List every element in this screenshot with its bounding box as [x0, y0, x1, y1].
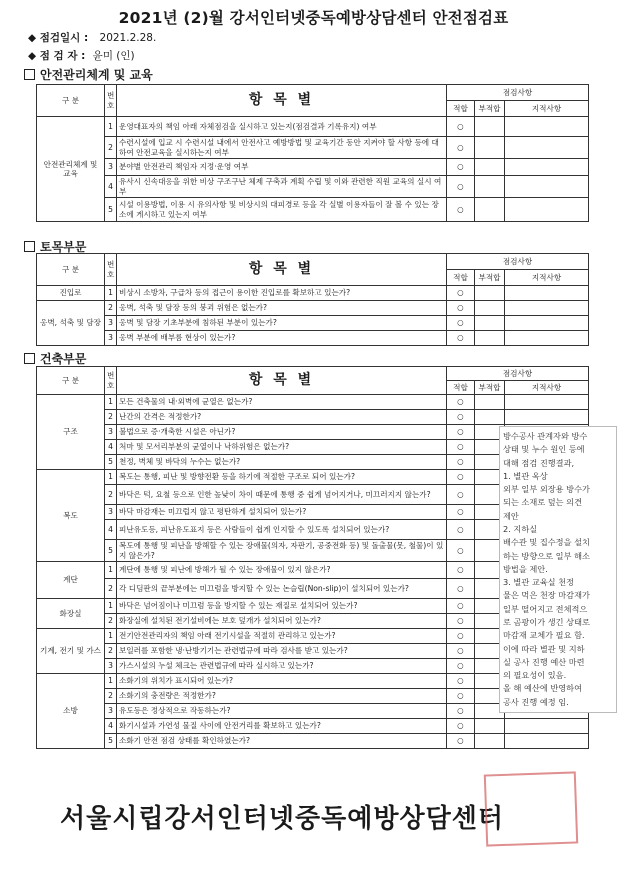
row-item-text: 피난유도등, 피난유도표지 등은 사람들이 쉽게 인지할 수 있도록 설치되어 있는가? [117, 520, 447, 540]
row-ok-mark: ○ [447, 505, 475, 520]
note-line: 의 필요성이 있음. [503, 670, 567, 681]
row-item-text: 소화기 안전 점검 상태를 확인하였는가? [117, 734, 447, 749]
row-ok-mark: ○ [447, 316, 475, 331]
row-number: 1 [105, 562, 117, 579]
row-ok-mark: ○ [447, 704, 475, 719]
row-item-text: 처마 및 모서리부분의 균열이나 낙하위험은 없는가? [117, 440, 447, 455]
row-number: 3 [105, 505, 117, 520]
header-not-ok: 부적합 [475, 101, 505, 117]
row-number: 2 [105, 301, 117, 316]
row-not-ok-mark [475, 301, 505, 316]
table-row [37, 301, 589, 316]
row-category: 복도 [37, 470, 105, 562]
note-line: 되는 소재로 덮는 의견 [503, 497, 582, 508]
row-ok-mark: ○ [447, 331, 475, 346]
row-item-text: 옹벽, 석축 및 담장 등의 붕괴 위험은 없는가? [117, 301, 447, 316]
note-line: 실 공사 진행 예산 마련 [503, 656, 585, 667]
row-not-ok-mark [475, 410, 505, 425]
row-number: 5 [105, 198, 117, 222]
row-not-ok-mark [475, 734, 505, 749]
row-not-ok-mark [475, 137, 505, 159]
row-number: 3 [105, 425, 117, 440]
row-ok-mark: ○ [447, 137, 475, 159]
row-remarks [505, 410, 589, 425]
row-ok-mark: ○ [447, 395, 475, 410]
row-remarks [505, 117, 589, 137]
row-remarks [505, 176, 589, 198]
row-category: 계단 [37, 562, 105, 599]
note-line: 3. 별관 교육실 천정 [503, 577, 574, 588]
row-ok-mark: ○ [447, 520, 475, 540]
row-item-text: 옹벽 및 담장 기초부분에 침하된 부분이 있는가? [117, 316, 447, 331]
header-number: 번호 [105, 85, 117, 117]
row-number: 1 [105, 395, 117, 410]
section-checkbox-icon [24, 353, 35, 364]
note-line: 대해 점검 진행결과, [503, 457, 575, 468]
header-items: 항 목 별 [117, 85, 447, 117]
row-number: 4 [105, 440, 117, 455]
row-number: 1 [105, 629, 117, 644]
section-title: 안전관리체계 및 교육 [40, 68, 153, 82]
row-category: 진입로 [37, 286, 105, 301]
header-category: 구 분 [37, 367, 105, 395]
row-ok-mark: ○ [447, 286, 475, 301]
row-ok-mark: ○ [447, 674, 475, 689]
section-title: 건축부문 [40, 352, 87, 366]
row-number: 2 [105, 689, 117, 704]
row-category: 기계, 전기 및 가스 [37, 629, 105, 674]
note-line: 올 해 예산에 반영하여 [503, 683, 582, 694]
note-line: 로 곰팡이가 생긴 상태로 [503, 616, 590, 627]
section-checkbox-icon [24, 69, 35, 80]
row-item-text: 시설 이용방법, 이용 시 유의사항 및 비상시의 대피경로 등을 각 실별 이용자들이 잘 볼 수 있는 장소에 게시하고 있는지 여부 [117, 198, 447, 222]
row-not-ok-mark [475, 395, 505, 410]
note-line: 방법을 제안. [503, 563, 548, 574]
checklist-table-safety [36, 84, 589, 222]
table-row [37, 137, 589, 159]
row-number: 4 [105, 719, 117, 734]
row-number: 3 [105, 159, 117, 176]
header-check: 점검사항 [447, 367, 589, 381]
row-item-text: 전기안전관리자의 책임 아래 전기시설을 적절히 관리하고 있는가? [117, 629, 447, 644]
inspection-date-label: ◆ 점검일시 : [28, 32, 89, 44]
header-ok: 적합 [447, 101, 475, 117]
header-remarks: 지적사항 [505, 270, 589, 286]
row-ok-mark: ○ [447, 719, 475, 734]
row-number: 1 [105, 470, 117, 485]
table-row [37, 395, 589, 410]
row-number: 3 [105, 704, 117, 719]
row-number: 2 [105, 579, 117, 599]
official-seal-stamp [484, 771, 578, 846]
row-number: 2 [105, 644, 117, 659]
row-item-text: 모든 건축물의 내·외벽에 균열은 없는가? [117, 395, 447, 410]
row-ok-mark: ○ [447, 301, 475, 316]
note-line: 공사 진행 예정 임. [503, 696, 569, 707]
note-line: 물은 먹은 천장 마감재가 [503, 590, 590, 601]
row-not-ok-mark [475, 176, 505, 198]
note-line: 외부 일부 외장용 방수가 [503, 484, 590, 495]
row-remarks [505, 159, 589, 176]
row-item-text: 화장실에 설치된 전기설비에는 보호 덮개가 설치되어 있는가? [117, 614, 447, 629]
inspector-label: ◆ 점 검 자 : [28, 50, 86, 62]
row-number: 2 [105, 614, 117, 629]
row-item-text: 난간의 간격은 적정한가? [117, 410, 447, 425]
row-not-ok-mark [475, 286, 505, 301]
row-ok-mark: ○ [447, 659, 475, 674]
row-category: 옹벽, 석축 및 담장 [37, 301, 105, 346]
section-label-building [24, 350, 86, 367]
header-number: 번호 [105, 254, 117, 286]
note-line: 일부 떨어지고 전체적으 [503, 603, 588, 614]
section-label-safety [24, 66, 153, 83]
row-number: 4 [105, 520, 117, 540]
header-items: 항 목 별 [117, 367, 447, 395]
row-ok-mark: ○ [447, 734, 475, 749]
row-number: 5 [105, 540, 117, 562]
row-number: 3 [105, 331, 117, 346]
row-remarks [505, 331, 589, 346]
row-item-text: 계단에 통행 및 피난에 방해가 될 수 있는 장애물이 있지 않은가? [117, 562, 447, 579]
row-not-ok-mark [475, 117, 505, 137]
row-ok-mark: ○ [447, 689, 475, 704]
row-item-text: 유도등은 정상적으로 작동하는가? [117, 704, 447, 719]
header-category: 구 분 [37, 85, 105, 117]
row-item-text: 바닥은 넘어짐이나 미끄럼 등을 방지할 수 있는 재질로 설치되어 있는가? [117, 599, 447, 614]
inspector-value: 윤미 (인) [92, 50, 135, 62]
note-line: 하는 방향으로 일부 해소 [503, 550, 590, 561]
header-check: 점검사항 [447, 85, 589, 101]
header-items: 항 목 별 [117, 254, 447, 286]
handwritten-remark-note [499, 426, 617, 713]
row-number: 1 [105, 117, 117, 137]
table-row [37, 719, 589, 734]
header-ok: 적합 [447, 381, 475, 395]
row-ok-mark: ○ [447, 159, 475, 176]
row-number: 4 [105, 176, 117, 198]
table-row [37, 198, 589, 222]
header-remarks: 지적사항 [505, 101, 589, 117]
row-item-text: 유사시 신속대응을 위한 비상 구조구난 체제 구축과 계획 수립 및 이와 관련한 직원 교육의 실시 여부 [117, 176, 447, 198]
row-remarks [505, 316, 589, 331]
note-line: 제안 [503, 510, 519, 521]
row-ok-mark: ○ [447, 629, 475, 644]
row-ok-mark: ○ [447, 579, 475, 599]
note-line: 마감재 교체가 필요 함. [503, 630, 585, 641]
row-item-text: 보일러를 포함한 냉·난방기기는 관련법규에 따라 검사를 받고 있는가? [117, 644, 447, 659]
row-ok-mark: ○ [447, 562, 475, 579]
row-ok-mark: ○ [447, 455, 475, 470]
row-number: 1 [105, 674, 117, 689]
header-ok: 적합 [447, 270, 475, 286]
table-row [37, 159, 589, 176]
row-remarks [505, 198, 589, 222]
table-header-row [37, 85, 589, 101]
row-ok-mark: ○ [447, 117, 475, 137]
row-number: 5 [105, 455, 117, 470]
row-ok-mark: ○ [447, 440, 475, 455]
note-line: 배수관 및 집수정을 설치 [503, 537, 590, 548]
note-line: 상태 및 누수 원인 등에 [503, 444, 585, 455]
row-item-text: 운영대표자의 책임 아래 자체점검을 실시하고 있는지(점검결과 기록유지) 여부 [117, 117, 447, 137]
row-remarks [505, 719, 589, 734]
row-category: 소방 [37, 674, 105, 749]
document-title: 2021년 (2)월 강서인터넷중독예방상담센터 안전점검표 [118, 9, 509, 27]
header-not-ok: 부적합 [475, 270, 505, 286]
row-remarks [505, 137, 589, 159]
row-item-text: 불법으로 증·개축한 시설은 아닌가? [117, 425, 447, 440]
row-ok-mark: ○ [447, 470, 475, 485]
row-item-text: 소화기의 충전량은 적정한가? [117, 689, 447, 704]
row-item-text: 분야별 안전관리 책임자 지정·운영 여부 [117, 159, 447, 176]
table-row [37, 117, 589, 137]
table-row [37, 734, 589, 749]
table-row [37, 410, 589, 425]
header-not-ok: 부적합 [475, 381, 505, 395]
row-number: 5 [105, 734, 117, 749]
row-item-text: 수련시설에 입교 시 수련시설 내에서 안전사고 예방방법 및 교육기간 동안 지켜야 할 사항 등에 대하여 안전교육을 실시하는지 여부 [117, 137, 447, 159]
header-category: 구 분 [37, 254, 105, 286]
row-item-text: 복도는 통행, 피난 및 방향전환 등을 하기에 적절한 구조로 되어 있는가? [117, 470, 447, 485]
section-title: 토목부문 [40, 240, 87, 254]
header-remarks: 지적사항 [505, 381, 589, 395]
note-line: 방수공사 관계자와 방수 [503, 431, 588, 441]
inspection-date [28, 30, 156, 45]
row-number: 1 [105, 599, 117, 614]
table-row [37, 176, 589, 198]
row-not-ok-mark [475, 316, 505, 331]
row-ok-mark: ○ [447, 540, 475, 562]
row-item-text: 옹벽 부분에 배부름 현상이 있는가? [117, 331, 447, 346]
row-remarks [505, 301, 589, 316]
row-ok-mark: ○ [447, 198, 475, 222]
row-number: 3 [105, 659, 117, 674]
table-header-row [37, 254, 589, 270]
header-number: 번호 [105, 367, 117, 395]
header-check: 점검사항 [447, 254, 589, 270]
note-line: 이에 따라 별관 및 지하 [503, 643, 585, 654]
row-category: 구조 [37, 395, 105, 470]
note-line: 1. 별관 옥상 [503, 470, 548, 481]
row-remarks [505, 395, 589, 410]
row-ok-mark: ○ [447, 644, 475, 659]
row-number: 2 [105, 485, 117, 505]
row-item-text: 화기시설과 가연성 물질 사이에 안전거리를 확보하고 있는가? [117, 719, 447, 734]
row-number: 2 [105, 137, 117, 159]
row-item-text: 천정, 벽체 및 바닥의 누수는 없는가? [117, 455, 447, 470]
row-category: 화장실 [37, 599, 105, 629]
row-number: 3 [105, 316, 117, 331]
row-item-text: 소화기의 위치가 표시되어 있는가? [117, 674, 447, 689]
row-item-text: 가스시설의 누설 체크는 관련법규에 따라 실시하고 있는가? [117, 659, 447, 674]
table-row [37, 316, 589, 331]
note-line: 2. 지하실 [503, 523, 538, 534]
row-not-ok-mark [475, 331, 505, 346]
row-number: 1 [105, 286, 117, 301]
table-header-row [37, 367, 589, 381]
row-not-ok-mark [475, 159, 505, 176]
row-item-text: 비상시 소방차, 구급차 등의 접근이 용이한 진입로를 확보하고 있는가? [117, 286, 447, 301]
table-row [37, 331, 589, 346]
row-remarks [505, 286, 589, 301]
row-item-text: 복도에 통행 및 피난을 방해할 수 있는 장애물(의자, 자판기, 공중전화 등) 및 돌출물(못, 철물)이 있지 않은가? [117, 540, 447, 562]
row-item-text: 각 디딤판의 끝부분에는 미끄럼을 방지할 수 있는 논슬립(Non-slip)이 설치되어 있는가? [117, 579, 447, 599]
row-not-ok-mark [475, 198, 505, 222]
row-ok-mark: ○ [447, 614, 475, 629]
row-category: 안전관리체계 및 교육 [37, 117, 105, 222]
inspector [28, 48, 135, 63]
row-ok-mark: ○ [447, 410, 475, 425]
row-item-text: 바닥 마감재는 미끄럽지 않고 평탄하게 설치되어 있는가? [117, 505, 447, 520]
row-remarks [505, 734, 589, 749]
table-row [37, 286, 589, 301]
section-checkbox-icon [24, 241, 35, 252]
row-ok-mark: ○ [447, 485, 475, 505]
row-number: 2 [105, 410, 117, 425]
row-ok-mark: ○ [447, 425, 475, 440]
row-not-ok-mark [475, 719, 505, 734]
checklist-table-civil [36, 253, 589, 346]
row-ok-mark: ○ [447, 176, 475, 198]
row-item-text: 바닥은 턱, 요철 등으로 인한 높낮이 차이 때문에 통행 중 쉽게 넘어지거나, 미끄러지지 않는가? [117, 485, 447, 505]
footer-organization-name: 서울시립강서인터넷중독예방상담센터 [60, 804, 504, 834]
row-ok-mark: ○ [447, 599, 475, 614]
inspection-date-value: 2021.2.28. [99, 32, 157, 44]
